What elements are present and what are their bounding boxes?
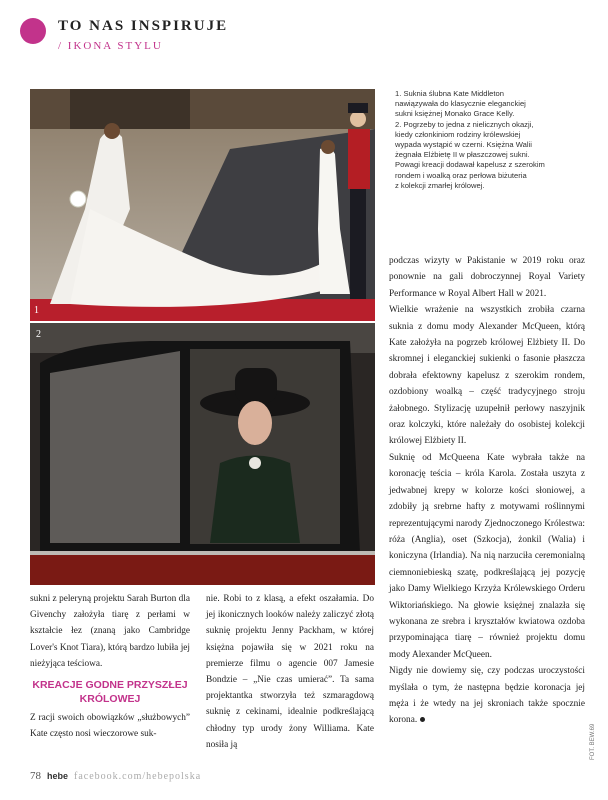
end-mark-icon [420,717,425,722]
caption-line: sukni księżnej Monako Grace Kelly. [395,109,515,119]
body-paragraph: nie. Robi to z klasą, a efekt oszałamia. Do jej ikonicznych looków należy zaliczyć złotą suknię projektu Jenny Packham, w której księżna pojawiła się w 2021 roku na premierze filmu o agencie 007 Jamesie Bondzie – „Nie czas umierać”. Ta sama projektantka stworzyła też szmaragdową suknię z cekinami, idealnie podkreślającą chłodny typ urody żony Williama. Kate nosiła ją [206,594,374,750]
car-illustration [30,323,375,585]
body-paragraph: podczas wizyty w Pakistanie w 2019 roku oraz ponownie na gali dobroczynnej Royal Variety Performance w Royal Albert Hall w 2021. [389,256,585,299]
article-column-2 [206,591,374,753]
car-photo [30,323,375,585]
section-title: TO NAS INSPIRUJE [58,18,229,34]
caption-line: Powagi kreacji dodawał kapelusz z szerokim [395,160,545,170]
page-number: 78 [30,770,41,782]
photo-number: 2 [36,329,41,340]
body-paragraph: Z racji swoich obowiązków „służbowych” Kate często nosi wieczorowe suk- [30,713,190,740]
photo-caption [395,89,590,191]
caption-line: rondem i woalką oraz perłowa biżuteria [395,170,527,180]
body-paragraph: sukni z peleryną projektu Sarah Burton dla Givenchy założyła tiarę z perłami w kształcie łez (znaną jako Cambridge Lover's Knot Tiara), którą bardzo lubiła jej nieżyjąca teściowa. [30,594,190,669]
caption-line: nawiązywała do klasycznie eleganckiej [395,99,526,109]
brand-logo: hebe [47,771,69,781]
section-dot-icon [20,18,46,44]
caption-line: kiedy członkiniom rodziny królewskiej [395,129,521,139]
body-paragraph: Suknię od McQueena Kate wybrała także na koronację teścia – króla Karola. Została uszyta z jedwabnej krepy w kolorze kości słoniowej, a zdobiły ją srebrne hafty z motywami roślinnymi reprezentującymi narody Zjednoczonego Królestwa: róża (Anglia), oset (Szkocja), żonkil (Walia) i koniczyna (Irlandia). Na nią narzuciła ceremonialną ciemnoniebieską szatę, podkreślającą jej pozycję jako Damy Wielkiego Krzyża Królewskiego Orderu Wiktoriańskiego. Na głowie księżnej znalazła się wykonana ze srebra i kryształów kwiatowa ozdoba przypominająca tiarę – również projektu domu mody Alexander McQueen. [389,452,585,660]
wedding-photo [30,89,375,321]
page-footer [30,770,201,782]
closing-text: Nigdy nie dowiemy się, czy podczas uroczystości myślała o tym, że następna będzie koronacja jej męża i że wtedy na jej skroniach także spocznie korona. [389,666,585,726]
caption-line: wypada wystąpić w czerni. Księżna Walii [395,140,532,150]
photo-number: 1 [34,305,39,316]
caption-line: 1. Suknia ślubna Kate Middleton [395,89,504,98]
article-column-1 [30,591,190,742]
caption-line: z kolekcji zmarłej królowej. [395,180,485,190]
caption-line: 2. Pogrzeby to jedna z nielicznych okazji, [395,119,534,129]
section-heading: KREACJE GODNE PRZYSZŁEJ KRÓLOWEJ [32,679,188,706]
photo-credit: FOT. BEW.69 [590,723,596,760]
body-paragraph [389,663,585,729]
section-subtitle: / IKONA STYLU [58,40,163,52]
footer-url: facebook.com/hebepolska [74,771,202,782]
caption-line: żegnała Elżbietę II w płaszczowej sukni. [395,150,530,160]
body-paragraph: Wielkie wrażenie na wszystkich zrobiła czarna suknia z domu mody Alexander McQueen, którą Kate założyła na pogrzeb królowej Elżbiety II. Do skromnej i eleganckiej sukienki o fasonie płaszcza dobrała efektowny kapelusz z szerokim rondem, ozdobiony woalką – część tradycyjnego stroju żałobnego. Stylizację uzupełnił perłowy naszyjnik oraz kolczyki, które należały do osobistej kolekcji królowej Elżbiety II. [389,305,585,447]
article-column-right [389,253,585,729]
wedding-illustration [30,89,375,321]
